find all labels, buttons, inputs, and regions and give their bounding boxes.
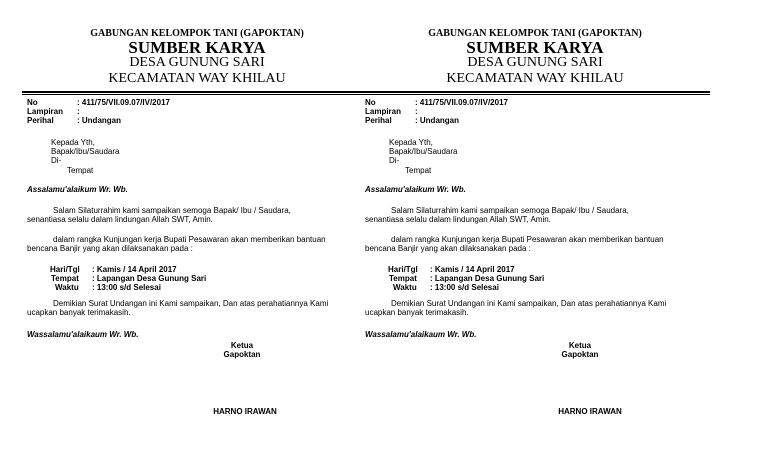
meta-no-label: No [365,98,376,107]
letter-left [22,0,372,466]
closing-salutation: Wassalamu'alaikaum Wr. Wb. [365,330,477,339]
paragraph-closing-line-2: ucapkan banyak terimakasih. [365,308,469,317]
header-divider [22,91,372,95]
village-heading: DESA GUNUNG SARI [129,55,265,70]
paragraph-purpose-line-1: dalam rangka Kunjungan kerja Bupati Pesawaran akan memberikan bantuan [391,235,664,244]
paragraph-opening [27,206,341,224]
event-date-value: : Kamis / 14 April 2017 [430,265,515,274]
meta-no-label: No [27,98,38,107]
paragraph-closing-line-1: Demikian Surat Undangan ini Kami sampaikan, Dan atas perahatiannya Kami [391,299,667,308]
event-time-value: : 13:00 s/d Selesai [430,283,499,292]
paragraph-closing [27,299,341,317]
event-date-label: Hari/Tgl [388,265,418,274]
paragraph-purpose [27,235,341,253]
event-place-label: Tempat [51,274,79,283]
meta-perihal-label: Perihal [27,116,54,125]
org-heading: GABUNGAN KELOMPOK TANI (GAPOKTAN) [90,28,304,39]
event-place-value: : Lapangan Desa Gunung Sari [430,274,545,283]
signatory-title-1: Ketua [568,341,592,350]
recipient-line-2: Bapak/Ibu/Saudara [389,147,458,156]
signatory-name: HARNO IRAWAN [558,407,622,416]
paragraph-opening-line-2: senantiasa selalu dalam lindungan Allah SWT, Amin. [27,215,213,224]
meta-lampiran-value: : [415,107,418,116]
paragraph-opening-line-1: Salam Silaturrahim kami sampaikan semoga Bapak/ Ibu / Saudara, [53,206,291,215]
paragraph-purpose-line-2: bencana Banjir yang akan dilaksanakan pada : [27,244,193,253]
paragraph-opening [365,206,679,224]
closing-salutation: Wassalamu'alaikaum Wr. Wb. [27,330,139,339]
recipient-line-1: Kepada Yth, [389,138,433,147]
meta-lampiran-label: Lampiran [365,107,402,116]
paragraph-closing [365,299,679,317]
org-name: SUMBER KARYA [128,38,266,57]
signatory-title-2: Gapoktan [223,350,261,359]
org-heading: GABUNGAN KELOMPOK TANI (GAPOKTAN) [428,28,642,39]
paragraph-closing-line-1: Demikian Surat Undangan ini Kami sampaikan, Dan atas perahatiannya Kami [53,299,329,308]
greeting: Assalamu'alaikum Wr. Wb. [27,185,128,194]
letter-right [360,0,710,466]
meta-lampiran-value: : [77,107,80,116]
paragraph-opening-line-2: senantiasa selalu dalam lindungan Allah SWT, Amin. [365,215,551,224]
paragraph-closing-line-2: ucapkan banyak terimakasih. [27,308,131,317]
paragraph-opening-line-1: Salam Silaturrahim kami sampaikan semoga Bapak/ Ibu / Saudara, [391,206,629,215]
event-date-value: : Kamis / 14 April 2017 [92,265,177,274]
recipient-line-3: Di- [51,156,62,165]
paragraph-purpose-line-2: bencana Banjir yang akan dilaksanakan pada : [365,244,531,253]
signatory-name: HARNO IRAWAN [213,407,277,416]
event-time-label: Waktu [393,283,417,292]
paragraph-purpose [365,235,679,253]
recipient-line-4: Tempat [67,166,94,175]
header-divider [360,91,710,95]
event-time-label: Waktu [55,283,79,292]
meta-no-value: : 411/75/VII.09.07/IV/2017 [77,98,170,107]
recipient-line-4: Tempat [405,166,432,175]
org-name: SUMBER KARYA [466,38,604,57]
meta-perihal-label: Perihal [365,116,392,125]
signatory-title-2: Gapoktan [561,350,599,359]
meta-lampiran-label: Lampiran [27,107,64,116]
recipient-line-3: Di- [389,156,400,165]
meta-perihal-value: : Undangan [77,116,121,125]
event-time-value: : 13:00 s/d Selesai [92,283,161,292]
district-heading: KECAMATAN WAY KHILAU [446,71,624,86]
village-heading: DESA GUNUNG SARI [467,55,603,70]
event-place-value: : Lapangan Desa Gunung Sari [92,274,207,283]
recipient-line-1: Kepada Yth, [51,138,95,147]
meta-perihal-value: : Undangan [415,116,459,125]
signatory-title-1: Ketua [230,341,254,350]
paragraph-purpose-line-1: dalam rangka Kunjungan kerja Bupati Pesawaran akan memberikan bantuan [53,235,326,244]
recipient-line-2: Bapak/Ibu/Saudara [51,147,120,156]
district-heading: KECAMATAN WAY KHILAU [108,71,286,86]
event-place-label: Tempat [389,274,417,283]
event-date-label: Hari/Tgl [50,265,80,274]
greeting: Assalamu'alaikum Wr. Wb. [365,185,466,194]
meta-no-value: : 411/75/VII.09.07/IV/2017 [415,98,508,107]
